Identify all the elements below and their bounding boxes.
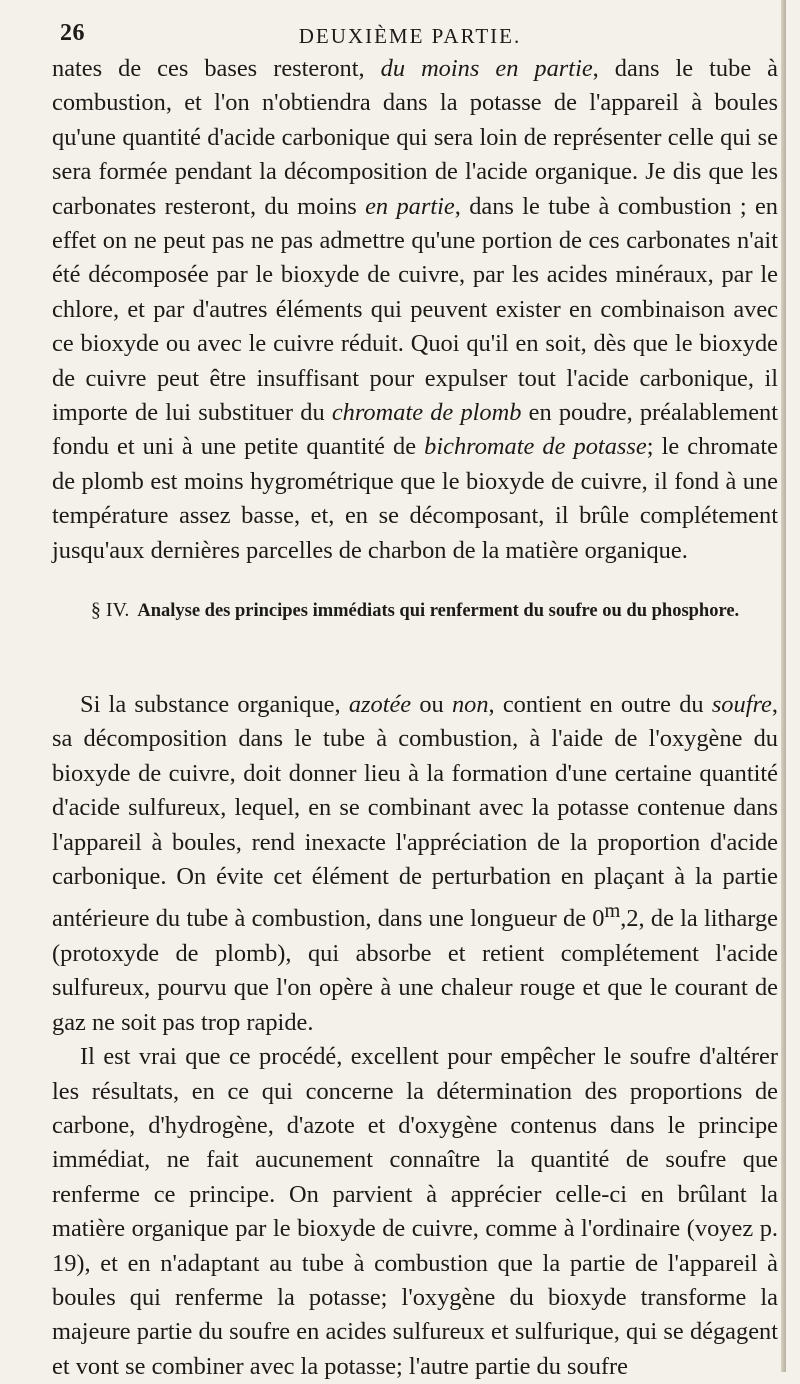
body-text: [52, 688, 778, 1384]
section-heading: [52, 594, 778, 627]
emphasis: non: [451, 691, 489, 718]
emphasis: azotée: [348, 691, 412, 718]
section-title: Analyse des principes immédiats qui renferment du soufre ou du phosphore.: [137, 601, 740, 621]
section-number: § IV.: [90, 599, 130, 621]
emphasis: soufre: [711, 691, 772, 718]
paragraph-soufre: Si la substance organique, azotée ou non, contient en outre du soufre, sa décomposition dans le tube à combustion, à l'aide de l'oxygène du bioxyde de cuivre, doit donner lieu à la formation d'une certaine quantité d'acide sulfureux, lequel, en se combinant avec la potasse contenue dans l'appareil à boules, rend inexacte l'appréciation de la proportion d'acide carbonique. On évite cet élément de perturbation en plaçant à la partie antérieure du tube à combustion, dans une longueur de 0$^m$,2, de la litharge (protoxyde de plomb), qui absorbe et retient complétement l'acide sulfureux, pourvu que l'on opère à une chaleur rouge et que le courant de gaz ne soit pas trop rapide.: [52, 691, 778, 1036]
paragraph-carbonates: nates de ces bases resteront, du moins en partie, dans le tube à combustion, et l'on n'obtiendra dans la potasse de l'appareil à boules qu'une quantité d'acide carbonique qui sera loin de représenter celle qui se sera formée pendant la décomposition de l'acide organique. Je dis que les carbonates resteront, du moins en partie, dans le tube à combustion ; en effet on ne peut pas ne pas admettre qu'une portion de ces carbonates n'ait été décomposée par le bioxyde de cuivre, par les acides minéraux, par le chlore, et par d'autres éléments qui peuvent exister en combinaison avec ce bioxyde ou avec le cuivre réduit. Quoi qu'il en soit, dès que le bioxyde de cuivre peut être insuffisant pour expulser tout l'acide carbonique, il importe de lui substituer du chromate de plomb en poudre, préalablement fondu et uni à une petite quantité de bichromate de potasse; le chromate de plomb est moins hygrométrique que le bioxyde de cuivre, il fond à une température assez basse, et, en se décomposant, il brûle complétement jusqu'aux dernières parcelles de charbon de la matière organique.: [52, 55, 779, 564]
paragraph-procede: Il est vrai que ce procédé, excellent pour empêcher le soufre d'altérer les résultats, en ce qui concerne la détermination des proportions de carbone, d'hydrogène, d'azote et d'oxygène contenus dans le principe immédiat, ne fait aucunement connaître la quantité de soufre que renferme ce principe. On parvient à apprécier celle-ci en brûlant la matière organique par le bioxyde de cuivre, comme à l'ordinaire (voyez p. 19), et en n'adaptant au tube à combustion que la partie de l'appareil à boules qui renferme la potasse; l'oxygène du bioxyde transforme la majeure partie du soufre en acides sulfureux et sulfurique, qui se dégagent et vont se combiner avec la potasse; l'autre partie du soufre: [52, 1043, 778, 1380]
unit-superscript: m: [604, 900, 621, 923]
running-title: DEUXIÈME PARTIE.: [298, 24, 522, 48]
emphasis: du moins en partie: [380, 55, 593, 82]
emphasis: en partie: [365, 192, 455, 220]
emphasis: chromate de plomb: [331, 399, 522, 427]
emphasis: bichromate de potasse: [424, 433, 647, 461]
page-number: 26: [60, 20, 85, 46]
running-head: [60, 20, 760, 56]
page-edge-shadow: [781, 0, 786, 1372]
